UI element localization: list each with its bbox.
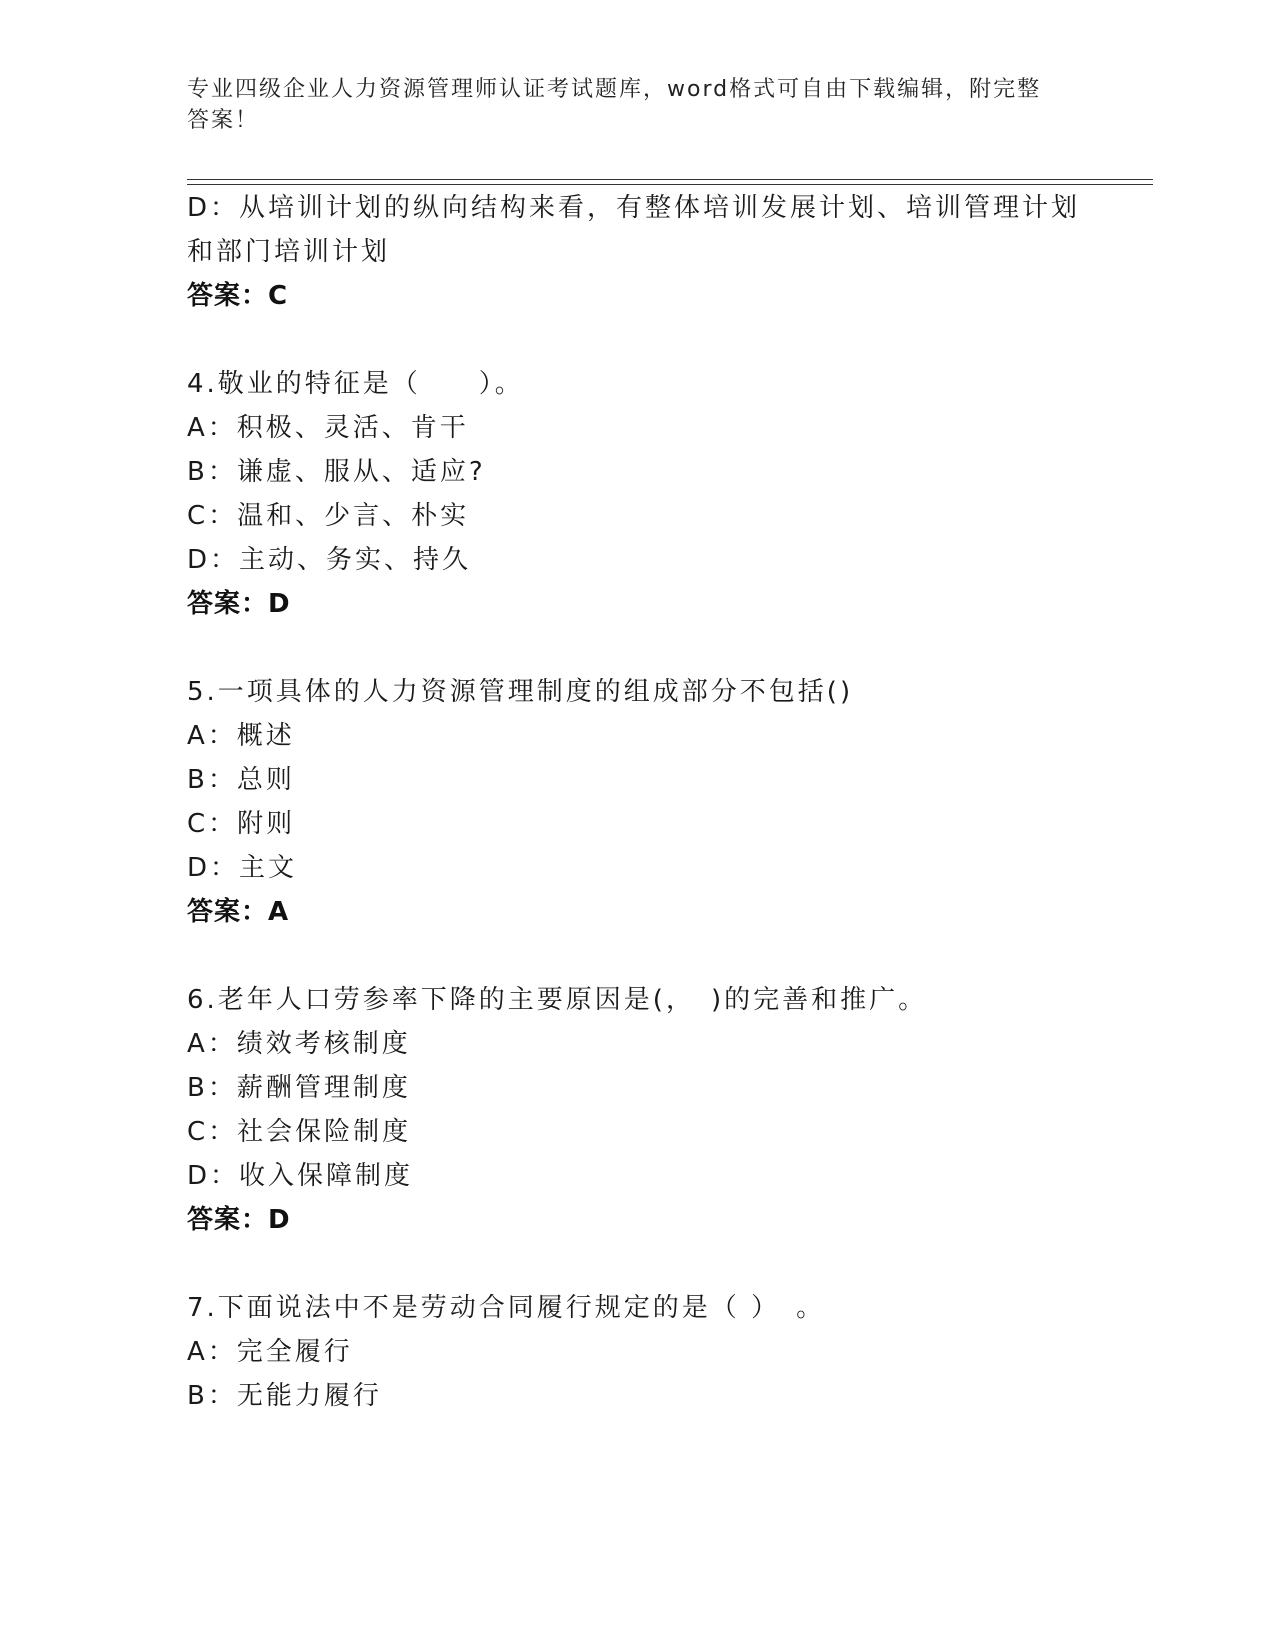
q4-option-b: B：谦虚、服从、适应?: [187, 457, 486, 487]
q5-answer: 答案：A: [187, 897, 290, 927]
document-header: [187, 74, 1087, 136]
q6-stem: 6.老年人口劳参率下降的主要原因是(， )的完善和推广。: [187, 985, 928, 1015]
q4-stem: 4.敬业的特征是（ ）。: [187, 369, 524, 399]
q5-option-b: B：总则: [187, 765, 295, 795]
q4-answer: 答案：D: [187, 589, 291, 619]
header-divider-bottom: [187, 184, 1153, 185]
q5-option-a: A：概述: [187, 721, 295, 751]
q7-stem: 7.下面说法中不是劳动合同履行规定的是（ ） 。: [187, 1293, 826, 1323]
q4-option-a: A：积极、灵活、肯干: [187, 413, 469, 443]
q3-option-d-line-1: D：从培训计划的纵向结构来看，有整体培训发展计划、培训管理计划: [187, 193, 1081, 223]
q6-option-b: B：薪酬管理制度: [187, 1073, 411, 1103]
q5-option-c: C：附则: [187, 809, 296, 839]
q3-answer: 答案：C: [187, 281, 289, 311]
q6-option-d: D：收入保障制度: [187, 1161, 414, 1191]
header-line-1: 专业四级企业人力资源管理师认证考试题库，word格式可自由下载编辑，附完整: [187, 77, 1042, 102]
q5-option-d: D：主文: [187, 853, 298, 883]
q3-option-d-line-2: 和部门培训计划: [187, 237, 391, 267]
q4-option-d: D：主动、务实、持久: [187, 545, 472, 575]
q6-answer: 答案：D: [187, 1205, 291, 1235]
q5-stem: 5.一项具体的人力资源管理制度的组成部分不包括(): [187, 677, 854, 707]
q6-option-c: C：社会保险制度: [187, 1117, 412, 1147]
header-divider-top: [187, 179, 1153, 180]
q7-option-b: B：无能力履行: [187, 1381, 382, 1411]
q7-option-a: A：完全履行: [187, 1337, 353, 1367]
header-line-2: 答案！: [187, 108, 260, 133]
q4-option-c: C：温和、少言、朴实: [187, 501, 470, 531]
q6-option-a: A：绩效考核制度: [187, 1029, 411, 1059]
